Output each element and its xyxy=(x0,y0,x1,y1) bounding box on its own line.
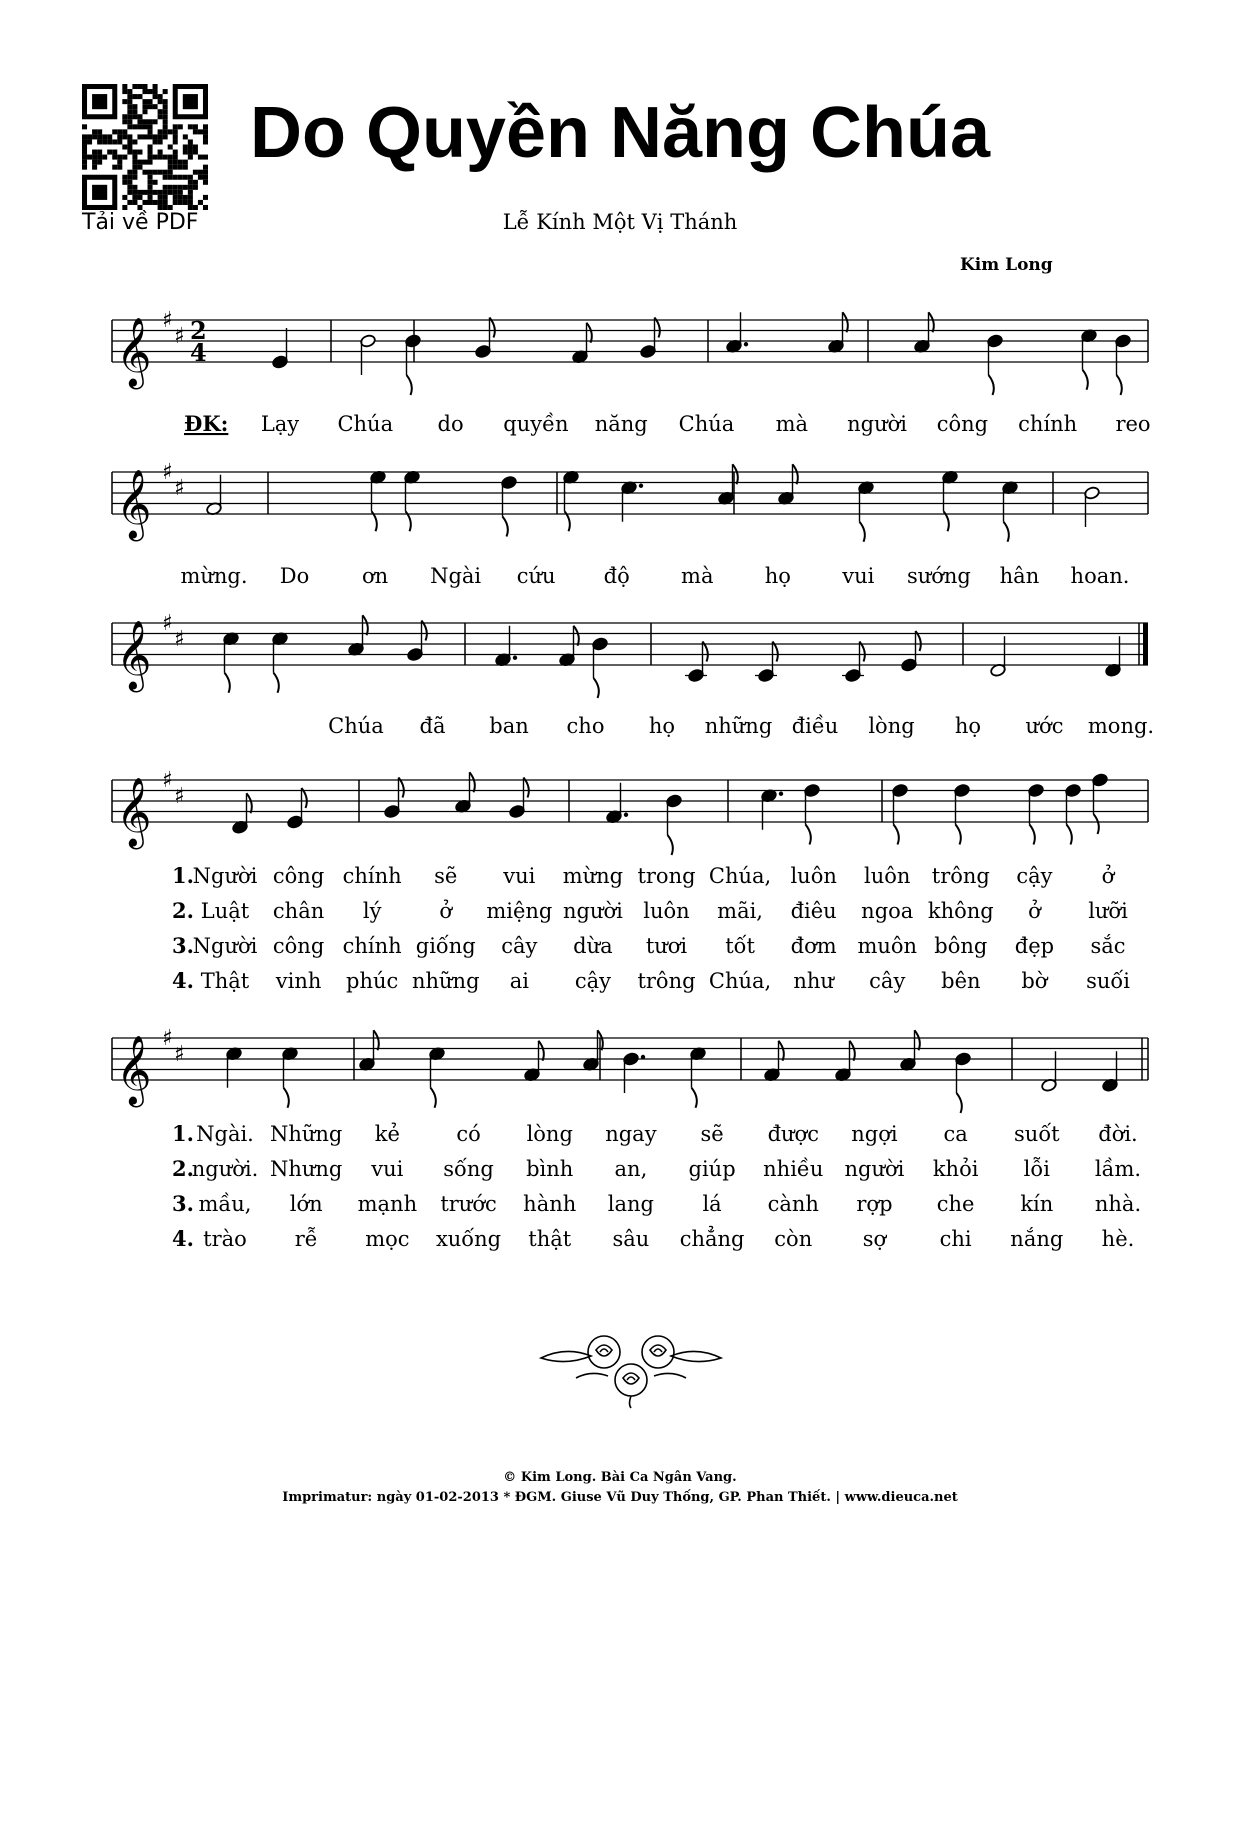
lyric-word: lý xyxy=(362,899,382,923)
lyric-word: cậy xyxy=(1016,864,1053,888)
treble-clef: 𝄞 xyxy=(116,1035,152,1105)
lyric-word: Chúa xyxy=(337,412,394,436)
lyric-word: lang xyxy=(607,1192,655,1216)
lyric-word: sẽ xyxy=(434,864,458,888)
time-signature-top: 2 xyxy=(190,316,207,345)
lyric-word: mạnh xyxy=(357,1192,418,1216)
lyric-word: lầm. xyxy=(1094,1157,1142,1181)
lyric-word: điêu xyxy=(790,899,837,923)
lyric-word: sợ xyxy=(862,1227,887,1251)
staff-system xyxy=(112,768,1148,855)
lyric-word: còn xyxy=(774,1227,813,1251)
note-flag xyxy=(894,825,899,845)
lyric-word: Do xyxy=(279,564,310,588)
lyric-word: lòng xyxy=(526,1122,573,1146)
note-flag xyxy=(407,375,412,395)
lyric-word: nắng xyxy=(1010,1227,1064,1251)
lyric-word: ơn xyxy=(362,564,389,588)
lyric-word: chân xyxy=(272,899,325,923)
lyric-word: lỗi xyxy=(1023,1157,1050,1181)
dot xyxy=(639,484,643,488)
staff-system xyxy=(112,1026,1148,1113)
note-flag xyxy=(779,1041,784,1061)
staff-system xyxy=(112,460,1148,542)
note-flag xyxy=(274,673,279,693)
lyric-word: hoan. xyxy=(1070,564,1130,588)
lyric-word: mà xyxy=(775,412,809,436)
sharp-sign: ♯ xyxy=(174,783,185,809)
lyric-word: chính xyxy=(342,864,402,888)
note-flag xyxy=(374,1030,379,1050)
lyric-word: trào xyxy=(203,1227,247,1251)
sharp-sign: ♯ xyxy=(174,626,185,652)
lyric-word: Chúa xyxy=(678,412,735,436)
dot xyxy=(744,342,748,346)
lyric-word: giống xyxy=(415,934,476,958)
lyric-word: có xyxy=(456,1122,481,1146)
lyric-word: xuống xyxy=(435,1227,502,1251)
lyric-word: sướng xyxy=(906,564,971,588)
lyric-word: trông xyxy=(931,864,990,888)
lyric-word: suốt xyxy=(1014,1122,1060,1146)
note-flag xyxy=(539,1041,544,1061)
lyric-word: muôn xyxy=(857,934,918,958)
treble-clef: 𝄞 xyxy=(116,469,152,539)
lyric-word: khỏi xyxy=(932,1157,979,1181)
note-flag xyxy=(1004,522,1009,542)
lyric-word: ai xyxy=(509,969,529,993)
note-flag xyxy=(929,312,934,332)
final-barline xyxy=(1143,623,1148,665)
lyric-word: ban xyxy=(489,714,529,738)
lyric-word: hè. xyxy=(1101,1227,1135,1251)
dot xyxy=(779,792,783,796)
lyric-word: công xyxy=(272,934,325,958)
lyric-word: Nhưng xyxy=(269,1157,343,1181)
lyric-word: hành xyxy=(523,1192,577,1216)
refrain-label: ĐK: xyxy=(184,411,229,436)
lyric-word: cứu xyxy=(516,564,556,588)
lyric-word: công xyxy=(272,864,325,888)
staff-system xyxy=(112,308,1148,395)
lyric-word: bông xyxy=(934,934,988,958)
lyric-word: ngay xyxy=(605,1122,657,1146)
lyric-word: ngoa xyxy=(861,899,914,923)
lyric-word: đã xyxy=(419,714,446,738)
lyric-word: mong. xyxy=(1087,714,1155,738)
lyric-word: ở xyxy=(1028,899,1041,923)
note-flag xyxy=(247,793,252,813)
lyric-word: mừng. xyxy=(180,564,248,588)
copyright-text: © Kim Long. Bài Ca Ngân Vang. xyxy=(503,1470,737,1485)
lyric-word: Chúa, xyxy=(708,864,772,888)
lyric-word: thật xyxy=(528,1227,572,1251)
footer xyxy=(0,1468,1240,1508)
verse-number: 1. xyxy=(172,1121,194,1146)
lyric-word: đời. xyxy=(1098,1122,1138,1146)
lyric-word: họ xyxy=(764,564,791,588)
lyric-word: phúc xyxy=(346,969,399,993)
lyric-word: người. xyxy=(191,1157,259,1181)
sharp-sign: ♯ xyxy=(162,1026,173,1051)
lyric-word: lá xyxy=(702,1192,722,1216)
note-flag xyxy=(860,522,865,542)
song-subtitle: Lễ Kính Một Vị Thánh xyxy=(502,210,738,234)
rose-ornament xyxy=(536,1318,726,1410)
lyric-word: mà xyxy=(681,564,714,588)
lyric-word: đơm xyxy=(790,934,837,958)
lyric-word: được xyxy=(767,1122,819,1146)
lyric-word: ngợi xyxy=(851,1122,898,1146)
lyric-word: Chúa, xyxy=(708,969,772,993)
lyric-word: lưỡi xyxy=(1088,899,1128,923)
lyric-word: suối xyxy=(1086,969,1130,993)
lyric-word: mọc xyxy=(365,1227,410,1251)
note-flag xyxy=(1067,825,1072,845)
lyric-word: che xyxy=(936,1192,975,1216)
lyric-word: rễ xyxy=(294,1227,318,1251)
lyric-word: điều xyxy=(791,714,839,738)
lyric-word: lớn xyxy=(289,1192,323,1216)
sharp-sign: ♯ xyxy=(162,308,173,333)
lyric-word: sống xyxy=(443,1157,494,1181)
dot xyxy=(641,1055,645,1059)
sharp-sign: ♯ xyxy=(162,460,173,485)
lyric-word: tươi xyxy=(645,934,688,958)
lyric-word: chẳng xyxy=(679,1227,745,1251)
lyric-word: kín xyxy=(1020,1192,1054,1216)
lyric-word: ở xyxy=(1101,864,1115,888)
lyric-word: trước xyxy=(440,1192,497,1216)
lyric-word: hân xyxy=(999,564,1040,588)
lyric-word: Chúa xyxy=(328,714,384,738)
lyric-word: vui xyxy=(503,864,536,888)
lyric-word: lòng xyxy=(868,714,915,738)
lyric-word: Lạy xyxy=(260,412,300,436)
note-flag xyxy=(989,375,994,395)
note-flag xyxy=(850,1041,855,1061)
lyric-word: những xyxy=(411,969,480,993)
note-flag xyxy=(1117,375,1122,395)
lyric-word: Người xyxy=(192,934,258,958)
time-signature-bottom: 4 xyxy=(190,338,207,367)
lyric-word: nhà. xyxy=(1094,1192,1142,1216)
lyric-word: cây xyxy=(869,969,906,993)
lyric-word: Người xyxy=(192,864,258,888)
lyric-word: chi xyxy=(939,1227,972,1251)
lyric-word: người xyxy=(847,412,908,436)
note-flag xyxy=(503,517,508,537)
lyric-word: vinh xyxy=(275,969,322,993)
verse-number: 3. xyxy=(172,1191,194,1216)
lyric-word: trông xyxy=(637,969,696,993)
lyric-word: Ngài xyxy=(430,564,482,588)
lyric-word: an, xyxy=(614,1157,648,1181)
lyric-word: độ xyxy=(603,564,630,588)
staff-system xyxy=(112,611,1148,698)
note-flag xyxy=(793,464,798,484)
download-pdf-label[interactable]: Tải về PDF xyxy=(82,210,199,235)
lyric-word: reo xyxy=(1115,412,1151,436)
lyric-word: cây xyxy=(501,934,538,958)
lyric-word: bình xyxy=(526,1157,574,1181)
lyric-word: những xyxy=(704,714,773,738)
lyric-word: Luật xyxy=(200,899,250,923)
note-flag xyxy=(806,825,811,845)
verse-number: 4. xyxy=(172,1226,194,1251)
lyric-word: sâu xyxy=(612,1227,650,1251)
lyric-word: cho xyxy=(566,714,605,738)
verse-number: 1. xyxy=(172,863,194,888)
lyric-word: quyền xyxy=(503,412,569,436)
note-flag xyxy=(284,1088,289,1108)
lyric-word: chính xyxy=(342,934,402,958)
lyric-word: sẽ xyxy=(700,1122,724,1146)
lyric-word: mãi, xyxy=(717,899,763,923)
lyric-word: vui xyxy=(371,1157,404,1181)
sharp-sign: ♯ xyxy=(162,768,173,793)
lyric-word: dừa xyxy=(573,934,613,958)
lyric-word: không xyxy=(927,899,994,923)
verse-number: 4. xyxy=(172,968,194,993)
sharp-sign: ♯ xyxy=(174,475,185,501)
lyric-word: mừng xyxy=(562,864,624,888)
lyric-word: Những xyxy=(269,1122,343,1146)
lyric-word: chính xyxy=(1018,412,1078,436)
note-flag xyxy=(431,1088,436,1108)
note-flag xyxy=(1094,814,1099,834)
lyric-word: người xyxy=(844,1157,905,1181)
lyric-word: ở xyxy=(439,899,453,923)
sharp-sign: ♯ xyxy=(162,611,173,636)
lyric-word: tốt xyxy=(725,934,755,958)
lyric-word: luôn xyxy=(790,864,837,888)
note-flag xyxy=(594,678,599,698)
note-flag xyxy=(1083,370,1088,390)
verse-number: 2. xyxy=(172,1156,194,1181)
lyric-word: Ngài. xyxy=(196,1122,254,1146)
lyric-word: sắc xyxy=(1090,934,1126,958)
lyric-word: luôn xyxy=(643,899,690,923)
song-title: Do Quyền Năng Chúa xyxy=(249,93,991,173)
lyric-word: Thật xyxy=(200,969,250,993)
verse-number: 3. xyxy=(172,933,194,958)
lyric-word: do xyxy=(437,412,464,436)
treble-clef: 𝄞 xyxy=(116,777,152,847)
lyric-word: bên xyxy=(941,969,981,993)
note-flag xyxy=(470,772,475,792)
note-flag xyxy=(956,825,961,845)
note-flag xyxy=(957,1093,962,1113)
lyric-word: nhiều xyxy=(763,1157,824,1181)
lyric-word: công xyxy=(936,412,989,436)
note-flag xyxy=(363,615,368,635)
lyric-word: năng xyxy=(594,412,648,436)
lyric-word: luôn xyxy=(864,864,911,888)
sharp-sign: ♯ xyxy=(174,323,185,349)
note-flag xyxy=(668,835,673,855)
lyric-word: kẻ xyxy=(374,1122,400,1146)
sharp-sign: ♯ xyxy=(174,1041,185,1067)
note-flag xyxy=(587,323,592,343)
lyric-word: miệng xyxy=(486,899,553,923)
verse-number: 2. xyxy=(172,898,194,923)
lyric-word: như xyxy=(793,969,834,993)
lyric-word: cậy xyxy=(574,969,611,993)
lyric-word: đẹp xyxy=(1014,934,1055,958)
lyric-word: họ xyxy=(648,714,676,738)
lyric-word: mầu, xyxy=(198,1192,252,1216)
note-flag xyxy=(843,312,848,332)
note-flag xyxy=(1030,825,1035,845)
lyric-word: người xyxy=(562,899,623,923)
lyric-word: giúp xyxy=(688,1157,736,1181)
lyric-word: trong xyxy=(637,864,696,888)
lyric-word: họ xyxy=(954,714,982,738)
lyric-word: vui xyxy=(842,564,875,588)
imprimatur-text: Imprimatur: ngày 01-02-2013 * ĐGM. Giuse Vũ Duy Thống, GP. Phan Thiết. | www.dieuca.net xyxy=(282,1490,958,1505)
note-flag xyxy=(225,673,230,693)
composer-name: Kim Long xyxy=(960,255,1053,275)
lyric-word: bờ xyxy=(1021,969,1048,993)
note-flag xyxy=(915,1030,920,1050)
lyric-word: cành xyxy=(767,1192,819,1216)
treble-clef: 𝄞 xyxy=(116,620,152,690)
lyric-word: ước xyxy=(1025,714,1064,738)
lyric-word: ca xyxy=(943,1122,968,1146)
dot xyxy=(624,813,628,817)
lyric-word: rợp xyxy=(856,1192,893,1216)
note-flag xyxy=(574,626,579,646)
dot xyxy=(513,656,517,660)
note-flag xyxy=(692,1088,697,1108)
treble-clef: 𝄞 xyxy=(116,317,152,387)
